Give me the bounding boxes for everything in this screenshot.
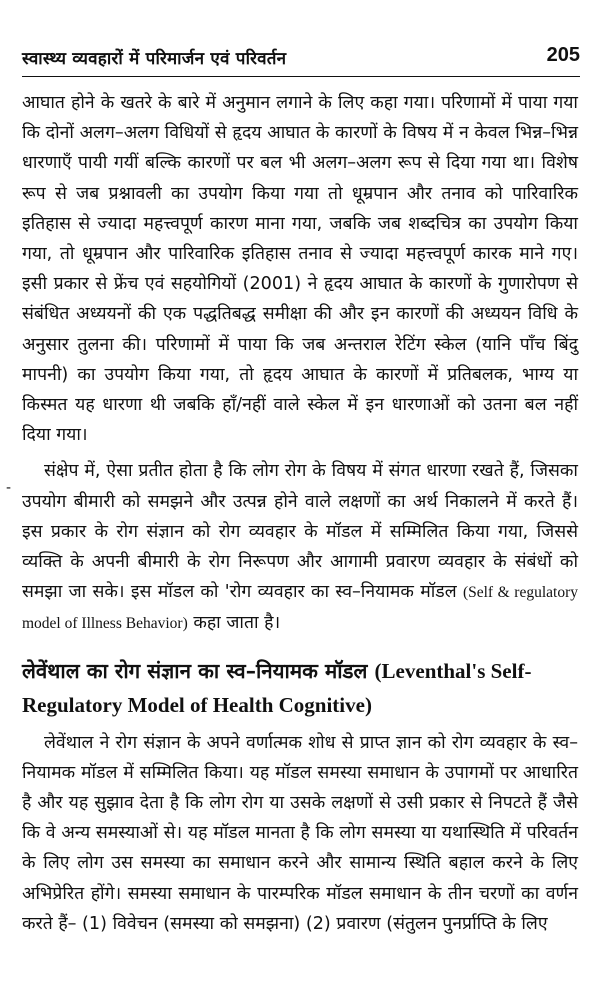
section-heading-english: (Leventhal's Self-Regulatory Model of Health Cognitive) [22, 658, 532, 717]
section-heading-hindi: लेवेंथाल का रोग संज्ञान का स्व–नियामक मॉडल [22, 658, 368, 683]
paragraph-3: लेवेंथाल ने रोग संज्ञान के अपने वर्णात्मक शोध से प्राप्त ज्ञान को रोग व्यवहार के स्व–नियामक मॉडल में सम्मिलित किया। यह मॉडल समस्या समाधान के उपागमों पर आधारित है और यह सुझाव देता है कि लोग रोग या उसके लक्षणों से उसी प्रकार से निपटते हैं जैसे कि वे अन्य समस्याओं से। यह मॉडल मानता है कि लोग समस्या या यथास्थिति में परिवर्तन के लिए लोग उस समस्या का समाधान करने और सामान्य स्थिति बहाल करने के लिए अभिप्रेरित होंगे। समस्या समाधान के पारम्परिक मॉडल समाधान के तीन चरणों का वर्णन करते हैं– (1) विवेचन (समस्या को समझना) (2) प्रवारण (संतुलन पुनर्प्राप्ति के लिए [22, 732, 578, 934]
section-heading [22, 654, 578, 722]
paragraph-2-english-term: (Self & regulatory model of Illness Behavior) [22, 584, 579, 633]
margin-mark: - [6, 480, 12, 496]
paragraph-2 [22, 456, 578, 639]
running-head: स्वास्थ्य व्यवहारों में परिमार्जन एवं परिवर्तन [22, 49, 287, 69]
paragraph-2-end: कहा जाता है। [193, 613, 281, 634]
page-header [22, 42, 580, 77]
page-number: 205 [546, 44, 580, 66]
paragraph-1: आघात होने के खतरे के बारे में अनुमान लगाने के लिए कहा गया। परिणामों में पाया गया कि दोनों अलग–अलग विधियों से हृदय आघात के कारणों के विषय में न केवल भिन्न–भिन्न धारणाएँ पायी गयीं बल्कि कारणों पर बल भी अलग–अलग रूप से दिया गया था। विशेष रूप से जब प्रश्नावली का उपयोग किया गया तो धूम्रपान और तनाव को पारिवारिक इतिहास से ज्यादा महत्त्वपूर्ण कारण माना गया, जबकि जब शब्दचित्र का उपयोग किया गया, तो धूम्रपान और पारिवारिक इतिहास तनाव से ज्यादा महत्त्वपूर्ण कारक माने गए। इसी प्रकार से फ्रेंच एवं सहयोगियों (2001) ने हृदय आघात के कारणों के गुणारोपण से संबंधित अध्ययनों की एक पद्धतिबद्ध समीक्षा की और इन कारणों की अध्ययन विधि के अनुसार तुलना की। परिणामों में पाया कि जब अन्तराल रेटिंग स्केल (यानि पाँच बिंदु मापनी) का उपयोग किया गया, तो हृदय आघात के कारणों में प्रतिबलक, भाग्य या किस्मत यह धारणा थी जबकि हाँ/नहीं वाले स्केल में इन धारणाओं को उतना बल नहीं दिया गया। [22, 93, 578, 446]
body-text [22, 88, 578, 939]
paragraph-2-text: संक्षेप में, ऐसा प्रतीत होता है कि लोग रोग के विषय में संगत धारणा रखते हैं, जिसका उपयोग बीमारी को समझने और उत्पन्न होने वाले लक्षणों का अर्थ निकालने में करते हैं। इस प्रकार के रोग संज्ञान को रोग व्यवहार के मॉडल में सम्मिलित किया गया, जिससे व्यक्ति के अपनी बीमारी के रोग निरूपण और आगामी प्रवारण व्यवहार के संबंधों को समझा जा सके। इस मॉडल को 'रोग व्यवहार का स्व–नियामक मॉडल [22, 461, 579, 603]
